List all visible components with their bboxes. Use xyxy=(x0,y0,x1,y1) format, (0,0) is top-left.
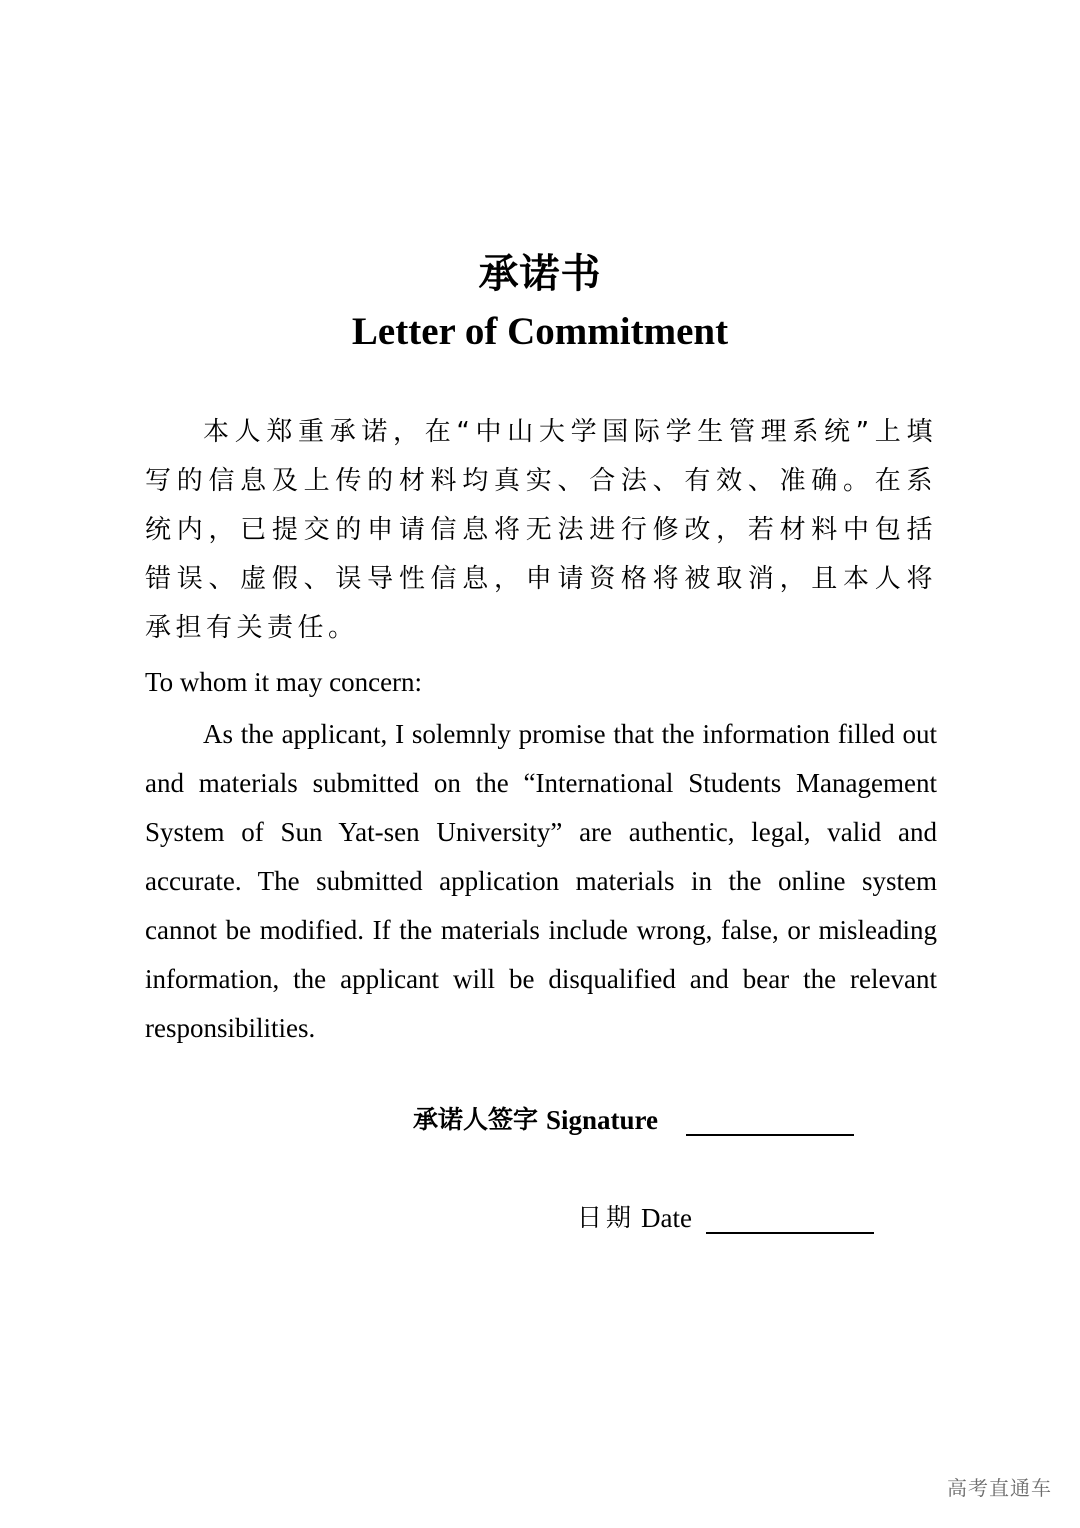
signature-label-english: Signature xyxy=(546,1105,659,1135)
signature-line xyxy=(686,1134,854,1136)
date-label-chinese: 日期 xyxy=(577,1203,636,1232)
date-row xyxy=(577,1196,874,1238)
title-chinese: 承诺书 xyxy=(478,251,602,297)
signature-label-chinese: 承诺人签字 xyxy=(413,1105,539,1134)
salutation: To whom it may concern: xyxy=(145,667,423,697)
date-label-english: Date xyxy=(641,1203,692,1233)
date-line xyxy=(706,1232,874,1234)
commitment-paragraph-chinese: 本人郑重承诺，在“中山大学国际学生管理系统”上填写的信息及上传的材料均真实、合法、有效、准确。在系统内，已提交的申请信息将无法进行修改，若材料中包括错误、虚假、误导性信息，申请资格将被取消，且本人将承担有关责任。 xyxy=(145,417,937,643)
title-english: Letter of Commitment xyxy=(351,310,729,353)
watermark: 高考直通车 xyxy=(947,1476,1052,1500)
commitment-paragraph-english: As the applicant, I solemnly promise that the information filled out and materials submitted on the “International Students Management System of Sun Yat-sen University” are authentic, legal, valid and accurate. The submitted application materials in the online system cannot be modified. If the materials include wrong, false, or misleading information, the applicant will be disqualified and bear the relevant responsibilities. xyxy=(145,719,937,1043)
signature-row xyxy=(413,1098,854,1140)
